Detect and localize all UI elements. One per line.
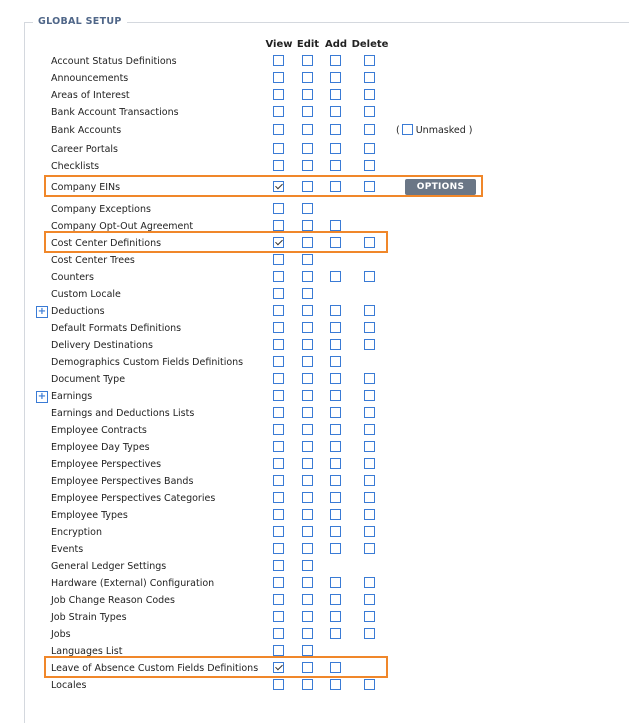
edit-checkbox[interactable] bbox=[302, 106, 313, 117]
view-checkbox[interactable] bbox=[273, 509, 284, 520]
delete-checkbox[interactable] bbox=[364, 72, 375, 83]
delete-checkbox[interactable] bbox=[364, 526, 375, 537]
permission-label: Employee Day Types bbox=[51, 442, 150, 453]
permission-label: Employee Perspectives Categories bbox=[51, 493, 216, 504]
add-checkbox[interactable] bbox=[330, 339, 341, 350]
edit-checkbox[interactable] bbox=[302, 356, 313, 367]
view-checkbox[interactable] bbox=[273, 645, 284, 656]
permission-row bbox=[0, 252, 629, 269]
permission-label: Languages List bbox=[51, 646, 123, 657]
add-checkbox[interactable] bbox=[330, 181, 341, 192]
column-header-add: Add bbox=[324, 39, 348, 50]
edit-checkbox[interactable] bbox=[302, 305, 313, 316]
view-checkbox[interactable] bbox=[273, 458, 284, 469]
permission-row bbox=[0, 201, 629, 218]
delete-checkbox[interactable] bbox=[364, 679, 375, 690]
permission-label: Demographics Custom Fields Definitions bbox=[51, 357, 244, 368]
edit-checkbox[interactable] bbox=[302, 220, 313, 231]
unmasked-checkbox[interactable] bbox=[402, 124, 413, 135]
add-checkbox[interactable] bbox=[330, 373, 341, 384]
add-checkbox[interactable] bbox=[330, 458, 341, 469]
add-checkbox[interactable] bbox=[330, 322, 341, 333]
permission-row bbox=[0, 592, 629, 609]
edit-checkbox[interactable] bbox=[302, 160, 313, 171]
permission-label: Employee Perspectives Bands bbox=[51, 476, 194, 487]
edit-checkbox[interactable] bbox=[302, 203, 313, 214]
view-checkbox[interactable] bbox=[273, 594, 284, 605]
permission-label: Bank Accounts bbox=[51, 125, 122, 136]
permission-row bbox=[0, 53, 629, 70]
permission-row bbox=[0, 660, 629, 677]
edit-checkbox[interactable] bbox=[302, 143, 313, 154]
delete-checkbox[interactable] bbox=[364, 390, 375, 401]
unmasked-option: ( Unmasked ) bbox=[396, 125, 473, 136]
permission-label: Employee Contracts bbox=[51, 425, 147, 436]
permission-row bbox=[0, 490, 629, 507]
permission-label: Account Status Definitions bbox=[51, 56, 177, 67]
edit-checkbox[interactable] bbox=[302, 492, 313, 503]
add-checkbox[interactable] bbox=[330, 679, 341, 690]
add-checkbox[interactable] bbox=[330, 271, 341, 282]
view-checkbox[interactable] bbox=[273, 220, 284, 231]
add-checkbox[interactable] bbox=[330, 543, 341, 554]
permission-label: Job Change Reason Codes bbox=[51, 595, 175, 606]
view-checkbox[interactable] bbox=[273, 288, 284, 299]
add-checkbox[interactable] bbox=[330, 305, 341, 316]
add-checkbox[interactable] bbox=[330, 72, 341, 83]
permission-row bbox=[0, 456, 629, 473]
permission-row bbox=[0, 558, 629, 575]
permission-label: Deductions bbox=[51, 306, 105, 317]
permission-row bbox=[0, 371, 629, 388]
permission-row bbox=[0, 388, 629, 405]
permission-row bbox=[0, 422, 629, 439]
permission-row bbox=[0, 158, 629, 175]
add-checkbox[interactable] bbox=[330, 594, 341, 605]
delete-checkbox[interactable] bbox=[364, 424, 375, 435]
permission-label: Company EINs bbox=[51, 182, 121, 193]
edit-checkbox[interactable] bbox=[302, 458, 313, 469]
edit-checkbox[interactable] bbox=[302, 237, 313, 248]
delete-checkbox[interactable] bbox=[364, 594, 375, 605]
add-checkbox[interactable] bbox=[330, 220, 341, 231]
add-checkbox[interactable] bbox=[330, 390, 341, 401]
edit-checkbox[interactable] bbox=[302, 611, 313, 622]
delete-checkbox[interactable] bbox=[364, 611, 375, 622]
add-checkbox[interactable] bbox=[330, 124, 341, 135]
edit-checkbox[interactable] bbox=[302, 407, 313, 418]
permission-label: Job Strain Types bbox=[51, 612, 127, 623]
view-checkbox[interactable] bbox=[273, 55, 284, 66]
permission-row bbox=[0, 70, 629, 87]
delete-checkbox[interactable] bbox=[364, 143, 375, 154]
add-checkbox[interactable] bbox=[330, 160, 341, 171]
permission-row bbox=[0, 286, 629, 303]
delete-checkbox[interactable] bbox=[364, 492, 375, 503]
edit-checkbox[interactable] bbox=[302, 645, 313, 656]
view-checkbox[interactable] bbox=[273, 160, 284, 171]
permission-label: Encryption bbox=[51, 527, 103, 538]
view-checkbox[interactable] bbox=[273, 373, 284, 384]
permission-label: Career Portals bbox=[51, 144, 119, 155]
permission-label: Announcements bbox=[51, 73, 129, 84]
delete-checkbox[interactable] bbox=[364, 89, 375, 100]
add-checkbox[interactable] bbox=[330, 628, 341, 639]
permission-row bbox=[0, 303, 629, 320]
delete-checkbox[interactable] bbox=[364, 441, 375, 452]
permission-row bbox=[0, 354, 629, 371]
view-checkbox[interactable] bbox=[273, 181, 284, 192]
add-checkbox[interactable] bbox=[330, 106, 341, 117]
permission-row bbox=[0, 87, 629, 104]
view-checkbox[interactable] bbox=[273, 492, 284, 503]
permission-label: Employee Perspectives bbox=[51, 459, 162, 470]
add-checkbox[interactable] bbox=[330, 424, 341, 435]
delete-checkbox[interactable] bbox=[364, 628, 375, 639]
edit-checkbox[interactable] bbox=[302, 662, 313, 673]
permission-label: Company Opt-Out Agreement bbox=[51, 221, 194, 232]
edit-checkbox[interactable] bbox=[302, 72, 313, 83]
delete-checkbox[interactable] bbox=[364, 509, 375, 520]
edit-checkbox[interactable] bbox=[302, 543, 313, 554]
permission-label: Jobs bbox=[51, 629, 71, 640]
delete-checkbox[interactable] bbox=[364, 124, 375, 135]
edit-checkbox[interactable] bbox=[302, 526, 313, 537]
add-checkbox[interactable] bbox=[330, 577, 341, 588]
permission-row bbox=[0, 141, 629, 158]
add-checkbox[interactable] bbox=[330, 509, 341, 520]
edit-checkbox[interactable] bbox=[302, 271, 313, 282]
permission-label: Areas of Interest bbox=[51, 90, 130, 101]
permission-row bbox=[0, 104, 629, 121]
permission-label: Employee Types bbox=[51, 510, 128, 521]
edit-checkbox[interactable] bbox=[302, 594, 313, 605]
view-checkbox[interactable] bbox=[273, 390, 284, 401]
delete-checkbox[interactable] bbox=[364, 181, 375, 192]
edit-checkbox[interactable] bbox=[302, 679, 313, 690]
permission-label: Counters bbox=[51, 272, 94, 283]
delete-checkbox[interactable] bbox=[364, 339, 375, 350]
permission-row bbox=[0, 179, 629, 196]
permission-row bbox=[0, 524, 629, 541]
view-checkbox[interactable] bbox=[273, 254, 284, 265]
unmasked-label: Unmasked bbox=[415, 125, 466, 136]
view-checkbox[interactable] bbox=[273, 322, 284, 333]
view-checkbox[interactable] bbox=[273, 356, 284, 367]
permission-label: Earnings and Deductions Lists bbox=[51, 408, 195, 419]
edit-checkbox[interactable] bbox=[302, 390, 313, 401]
view-checkbox[interactable] bbox=[273, 89, 284, 100]
add-checkbox[interactable] bbox=[330, 492, 341, 503]
column-header-edit: Edit bbox=[296, 39, 320, 50]
view-checkbox[interactable] bbox=[273, 143, 284, 154]
edit-checkbox[interactable] bbox=[302, 373, 313, 384]
permission-label: Custom Locale bbox=[51, 289, 121, 300]
edit-checkbox[interactable] bbox=[302, 577, 313, 588]
view-checkbox[interactable] bbox=[273, 271, 284, 282]
permission-label: Events bbox=[51, 544, 84, 555]
add-checkbox[interactable] bbox=[330, 611, 341, 622]
edit-checkbox[interactable] bbox=[302, 288, 313, 299]
add-checkbox[interactable] bbox=[330, 441, 341, 452]
add-checkbox[interactable] bbox=[330, 526, 341, 537]
view-checkbox[interactable] bbox=[273, 424, 284, 435]
delete-checkbox[interactable] bbox=[364, 407, 375, 418]
permission-row bbox=[0, 405, 629, 422]
delete-checkbox[interactable] bbox=[364, 160, 375, 171]
delete-checkbox[interactable] bbox=[364, 305, 375, 316]
permission-label: Cost Center Definitions bbox=[51, 238, 162, 249]
delete-checkbox[interactable] bbox=[364, 106, 375, 117]
add-checkbox[interactable] bbox=[330, 356, 341, 367]
view-checkbox[interactable] bbox=[273, 237, 284, 248]
permission-row bbox=[0, 677, 629, 694]
column-header-delete: Delete bbox=[351, 39, 389, 50]
delete-checkbox[interactable] bbox=[364, 55, 375, 66]
section-title: GLOBAL SETUP bbox=[33, 16, 127, 27]
permission-row bbox=[0, 269, 629, 286]
permission-row bbox=[0, 575, 629, 592]
view-checkbox[interactable] bbox=[273, 106, 284, 117]
permission-label: Earnings bbox=[51, 391, 93, 402]
permission-row bbox=[0, 507, 629, 524]
view-checkbox[interactable] bbox=[273, 407, 284, 418]
add-checkbox[interactable] bbox=[330, 143, 341, 154]
permission-label: Document Type bbox=[51, 374, 126, 385]
delete-checkbox[interactable] bbox=[364, 543, 375, 554]
add-checkbox[interactable] bbox=[330, 55, 341, 66]
permission-label: General Ledger Settings bbox=[51, 561, 167, 572]
delete-checkbox[interactable] bbox=[364, 237, 375, 248]
permission-label: Locales bbox=[51, 680, 87, 691]
view-checkbox[interactable] bbox=[273, 124, 284, 135]
view-checkbox[interactable] bbox=[273, 611, 284, 622]
edit-checkbox[interactable] bbox=[302, 441, 313, 452]
permission-row bbox=[0, 439, 629, 456]
permission-label: Cost Center Trees bbox=[51, 255, 135, 266]
permission-row bbox=[0, 122, 629, 139]
view-checkbox[interactable] bbox=[273, 441, 284, 452]
add-checkbox[interactable] bbox=[330, 662, 341, 673]
edit-checkbox[interactable] bbox=[302, 124, 313, 135]
view-checkbox[interactable] bbox=[273, 628, 284, 639]
delete-checkbox[interactable] bbox=[364, 271, 375, 282]
delete-checkbox[interactable] bbox=[364, 322, 375, 333]
permission-row bbox=[0, 337, 629, 354]
delete-checkbox[interactable] bbox=[364, 475, 375, 486]
permission-label: Company Exceptions bbox=[51, 204, 151, 215]
add-checkbox[interactable] bbox=[330, 89, 341, 100]
delete-checkbox[interactable] bbox=[364, 577, 375, 588]
edit-checkbox[interactable] bbox=[302, 560, 313, 571]
edit-checkbox[interactable] bbox=[302, 509, 313, 520]
edit-checkbox[interactable] bbox=[302, 181, 313, 192]
expand-icon[interactable]: + bbox=[37, 306, 47, 317]
view-checkbox[interactable] bbox=[273, 475, 284, 486]
permission-label: Hardware (External) Configuration bbox=[51, 578, 215, 589]
expand-icon[interactable]: + bbox=[37, 391, 47, 402]
edit-checkbox[interactable] bbox=[302, 89, 313, 100]
permission-label: Delivery Destinations bbox=[51, 340, 153, 351]
permission-label: Default Formats Definitions bbox=[51, 323, 182, 334]
view-checkbox[interactable] bbox=[273, 662, 284, 673]
edit-checkbox[interactable] bbox=[302, 424, 313, 435]
delete-checkbox[interactable] bbox=[364, 458, 375, 469]
permission-label: Leave of Absence Custom Fields Definitions bbox=[51, 663, 259, 674]
view-checkbox[interactable] bbox=[273, 305, 284, 316]
view-checkbox[interactable] bbox=[273, 560, 284, 571]
view-checkbox[interactable] bbox=[273, 203, 284, 214]
permission-row bbox=[0, 473, 629, 490]
view-checkbox[interactable] bbox=[273, 543, 284, 554]
permission-row bbox=[0, 235, 629, 252]
permission-row bbox=[0, 626, 629, 643]
edit-checkbox[interactable] bbox=[302, 475, 313, 486]
view-checkbox[interactable] bbox=[273, 339, 284, 350]
edit-checkbox[interactable] bbox=[302, 254, 313, 265]
permission-row bbox=[0, 218, 629, 235]
view-checkbox[interactable] bbox=[273, 679, 284, 690]
edit-checkbox[interactable] bbox=[302, 339, 313, 350]
add-checkbox[interactable] bbox=[330, 237, 341, 248]
delete-checkbox[interactable] bbox=[364, 373, 375, 384]
options-button[interactable]: OPTIONS bbox=[405, 179, 476, 195]
permission-row bbox=[0, 609, 629, 626]
edit-checkbox[interactable] bbox=[302, 628, 313, 639]
view-checkbox[interactable] bbox=[273, 526, 284, 537]
add-checkbox[interactable] bbox=[330, 407, 341, 418]
permission-label: Bank Account Transactions bbox=[51, 107, 179, 118]
edit-checkbox[interactable] bbox=[302, 55, 313, 66]
edit-checkbox[interactable] bbox=[302, 322, 313, 333]
permission-label: Checklists bbox=[51, 161, 100, 172]
view-checkbox[interactable] bbox=[273, 72, 284, 83]
add-checkbox[interactable] bbox=[330, 475, 341, 486]
permission-row bbox=[0, 320, 629, 337]
permission-row bbox=[0, 643, 629, 660]
view-checkbox[interactable] bbox=[273, 577, 284, 588]
permission-row bbox=[0, 541, 629, 558]
column-header-view: View bbox=[265, 39, 293, 50]
